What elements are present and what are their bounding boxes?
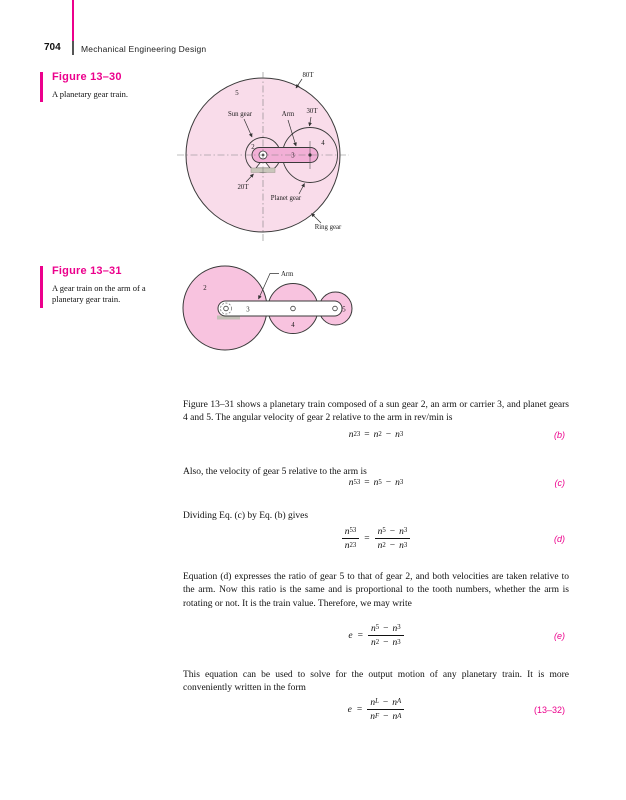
figure-30-caption-block <box>40 71 170 100</box>
figure-30-diagram <box>175 62 367 248</box>
equation-e-math: e = n 5 − n 3 n 2 − n 3 <box>348 624 403 649</box>
label-gear-4: 4 <box>291 322 295 329</box>
label-ring-teeth: 80T <box>302 72 314 79</box>
figure-31-title: Figure 13–31 <box>52 265 122 277</box>
equation-13-32-label: (13–32) <box>533 705 565 715</box>
equation-d-label: (d) <box>554 534 565 544</box>
label-ring-number: 5 <box>235 90 239 97</box>
paragraph-1: Figure 13–31 shows a planetary train composed of a sun gear 2, an arm or carrier 3, and planet gears 4 and 5. The angular velocity of gear 2 relative to the arm in rev/min is <box>183 399 569 424</box>
equation-e <box>183 618 569 654</box>
label-arm: Arm <box>281 271 294 278</box>
label-ring-gear: Ring gear <box>314 224 342 231</box>
top-accent-rule <box>72 0 74 44</box>
arm-link <box>218 301 342 316</box>
equation-13-32 <box>183 692 569 728</box>
label-planet-teeth: 30T <box>306 108 318 115</box>
fraction: n L − n A n F − n A <box>367 698 404 723</box>
figure-31-diagram <box>178 258 364 358</box>
fraction: n 53 n 23 <box>342 527 360 552</box>
page-number: 704 <box>44 42 61 53</box>
paragraph-4: Equation (d) expresses the ratio of gear 5 to that of gear 2, and both velocities are taken relative to the arm. Now this ratio is the same and is proportional to the tooth numbers, whether the arm is rotating or not. It is the train value. Therefore, we may write <box>183 571 569 609</box>
equation-b <box>183 427 569 443</box>
equation-b-math: n 23 = n 2 − n 3 <box>348 430 404 440</box>
equation-c-label: (c) <box>554 478 565 488</box>
equation-e-label: (e) <box>554 631 565 641</box>
paragraph-5: This equation can be used to solve for the output motion of any planetary train. It is more conveniently written in the form <box>183 669 569 694</box>
paragraph-3: Dividing Eq. (c) by Eq. (b) gives <box>183 510 309 521</box>
label-arm-number: 3 <box>246 306 250 314</box>
equation-c <box>183 475 569 491</box>
label-planet-number: 4 <box>321 140 325 147</box>
label-arm: Arm <box>281 111 295 118</box>
pivot-4 <box>291 306 296 311</box>
figure-30-title: Figure 13–30 <box>52 71 122 83</box>
equation-d <box>183 521 569 557</box>
equation-c-math: n 53 = n 5 − n 3 <box>348 478 404 488</box>
label-gear-5: 5 <box>342 306 346 314</box>
figure-31-caption: A gear train on the arm of a planetary gear train. <box>52 283 146 304</box>
fraction: n 5 − n 3 n 2 − n 3 <box>375 527 411 552</box>
caption-accent-bar <box>40 72 43 102</box>
running-header: Mechanical Engineering Design <box>81 44 207 54</box>
paragraph-2: Also, the velocity of gear 5 relative to the arm is <box>183 466 367 477</box>
fraction: n 5 − n 3 n 2 − n 3 <box>368 624 404 649</box>
label-gear-2: 2 <box>203 285 207 292</box>
label-planet-gear: Planet gear <box>270 195 302 202</box>
pivot-5 <box>333 306 338 311</box>
label-sun-number: 2 <box>251 144 255 151</box>
equation-d-math: n 53 n 23 = n 5 − n 3 n 2 − n 3 <box>342 527 411 552</box>
pivot-2 <box>224 306 229 311</box>
ring-gear-arrow <box>312 214 322 224</box>
label-sun-teeth: 20T <box>237 184 249 191</box>
figure-31-caption-block <box>40 265 155 305</box>
label-sun-gear: Sun gear <box>228 111 252 118</box>
caption-accent-bar <box>40 266 43 308</box>
equation-b-label: (b) <box>554 430 565 440</box>
figure-30-caption: A planetary gear train. <box>52 89 128 99</box>
equation-13-32-math: e = n L − n A n F − n A <box>348 698 405 723</box>
label-arm-number: 3 <box>291 152 295 160</box>
header-divider <box>72 41 74 55</box>
